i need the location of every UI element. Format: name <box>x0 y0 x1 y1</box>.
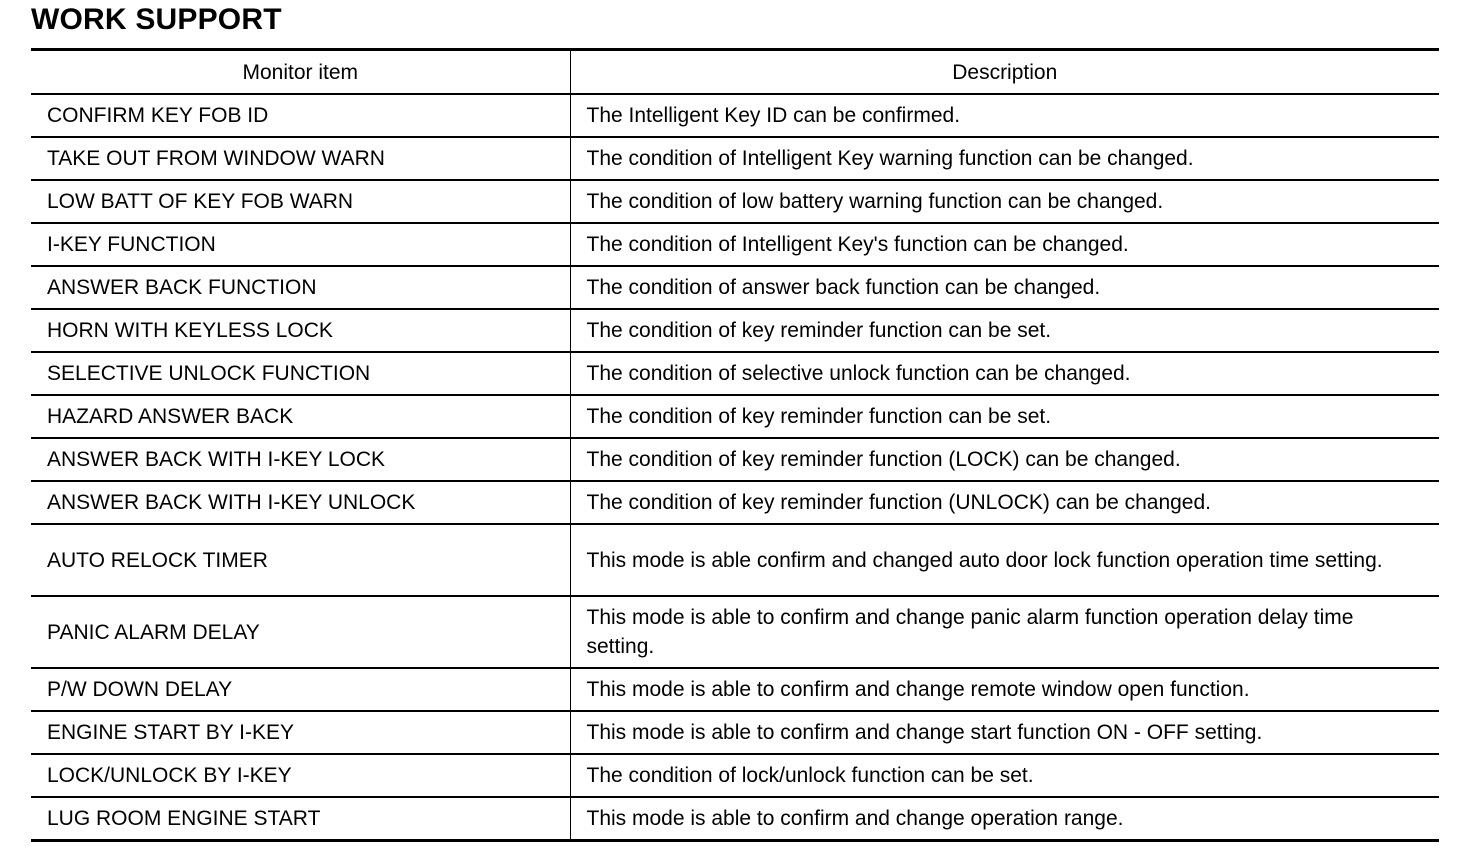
description-cell: The condition of key reminder function can be set. <box>570 309 1439 352</box>
description-cell: The condition of Intelligent Key warning function can be changed. <box>570 137 1439 180</box>
monitor-item-cell: AUTO RELOCK TIMER <box>31 524 570 596</box>
description-cell: The condition of key reminder function can be set. <box>570 395 1439 438</box>
table-row <box>31 481 1439 524</box>
monitor-item-cell: ANSWER BACK WITH I-KEY LOCK <box>31 438 570 481</box>
description-cell: This mode is able confirm and changed auto door lock function operation time setting. <box>570 524 1439 596</box>
table-row <box>31 266 1439 309</box>
description-cell: The condition of Intelligent Key's function can be changed. <box>570 223 1439 266</box>
monitor-item-cell: CONFIRM KEY FOB ID <box>31 94 570 137</box>
table-row <box>31 94 1439 137</box>
monitor-item-cell: ANSWER BACK FUNCTION <box>31 266 570 309</box>
monitor-item-cell: LOCK/UNLOCK BY I-KEY <box>31 754 570 797</box>
description-cell: The condition of low battery warning function can be changed. <box>570 180 1439 223</box>
table-row <box>31 524 1439 596</box>
table-row <box>31 668 1439 711</box>
table-row <box>31 180 1439 223</box>
table-row <box>31 352 1439 395</box>
page-title: WORK SUPPORT <box>31 3 282 36</box>
table-row <box>31 711 1439 754</box>
monitor-item-cell: I-KEY FUNCTION <box>31 223 570 266</box>
monitor-item-cell: SELECTIVE UNLOCK FUNCTION <box>31 352 570 395</box>
monitor-item-cell: LUG ROOM ENGINE START <box>31 797 570 841</box>
description-cell: This mode is able to confirm and change panic alarm function operation delay time setting. <box>570 596 1439 668</box>
monitor-item-cell: ENGINE START BY I-KEY <box>31 711 570 754</box>
header-monitor-item: Monitor item <box>31 50 570 95</box>
table-row <box>31 438 1439 481</box>
description-cell: The condition of selective unlock function can be changed. <box>570 352 1439 395</box>
work-support-table <box>31 48 1439 842</box>
description-cell: This mode is able to confirm and change operation range. <box>570 797 1439 841</box>
description-cell: The Intelligent Key ID can be confirmed. <box>570 94 1439 137</box>
table-row <box>31 797 1439 841</box>
monitor-item-cell: TAKE OUT FROM WINDOW WARN <box>31 137 570 180</box>
description-cell: The condition of key reminder function (LOCK) can be changed. <box>570 438 1439 481</box>
description-cell: The condition of lock/unlock function can be set. <box>570 754 1439 797</box>
monitor-item-cell: LOW BATT OF KEY FOB WARN <box>31 180 570 223</box>
description-cell: This mode is able to confirm and change start function ON - OFF setting. <box>570 711 1439 754</box>
description-cell: The condition of key reminder function (UNLOCK) can be changed. <box>570 481 1439 524</box>
table-header <box>31 50 1439 95</box>
table-row <box>31 395 1439 438</box>
monitor-item-cell: P/W DOWN DELAY <box>31 668 570 711</box>
monitor-item-cell: HORN WITH KEYLESS LOCK <box>31 309 570 352</box>
monitor-item-cell: HAZARD ANSWER BACK <box>31 395 570 438</box>
table-row <box>31 223 1439 266</box>
table-row <box>31 137 1439 180</box>
table-row <box>31 596 1439 668</box>
description-cell: This mode is able to confirm and change remote window open function. <box>570 668 1439 711</box>
work-support-table-container <box>31 48 1439 842</box>
description-cell: The condition of answer back function can be changed. <box>570 266 1439 309</box>
table-row <box>31 754 1439 797</box>
table-row <box>31 309 1439 352</box>
table-body <box>31 94 1439 841</box>
header-row <box>31 50 1439 95</box>
header-description: Description <box>952 60 1058 84</box>
monitor-item-cell: ANSWER BACK WITH I-KEY UNLOCK <box>31 481 570 524</box>
monitor-item-cell: PANIC ALARM DELAY <box>31 596 570 668</box>
